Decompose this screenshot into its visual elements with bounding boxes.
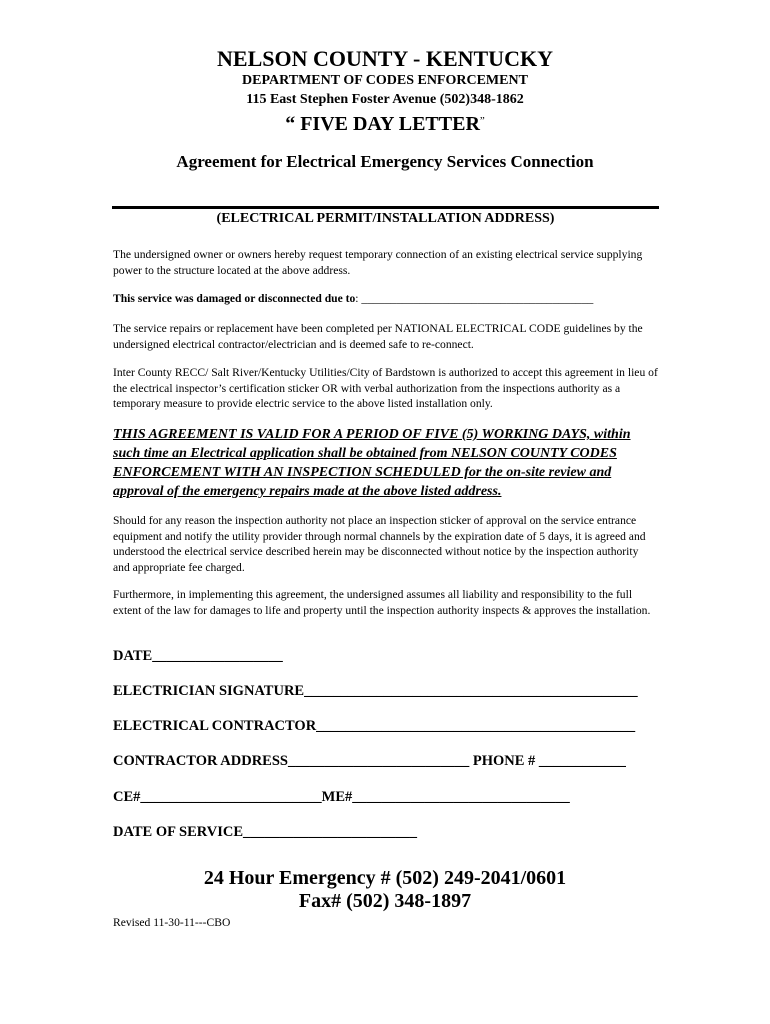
electrician-signature-field[interactable]: ELECTRICIAN SIGNATURE______________________________________________ bbox=[113, 683, 638, 699]
validity-notice: THIS AGREEMENT IS VALID FOR A PERIOD OF FIVE (5) WORKING DAYS, within such time an Electrical application shall be obtained from NELSON COUNTY CODES ENFORCEMENT WITH AN INSPECTION SCHEDULED for the on-site review and approval of the emergency repairs made at the above listed address. bbox=[113, 427, 631, 499]
fax-number: Fax# (502) 348-1897 bbox=[298, 890, 472, 912]
repairs-paragraph: The service repairs or replacement have been completed per NATIONAL ELECTRICAL CODE guidelines by the undersigned electrical contractor/electrician and is deemed safe to re-connect. bbox=[113, 322, 643, 351]
request-paragraph: The undersigned owner or owners hereby request temporary connection of an existing electrical service supplying power to the structure located at the above address. bbox=[113, 248, 643, 277]
close-quote: ” bbox=[479, 115, 485, 127]
department-name: DEPARTMENT OF CODES ENFORCEMENT bbox=[242, 73, 528, 88]
date-of-service-field[interactable]: DATE OF SERVICE________________________ bbox=[113, 824, 418, 840]
ce-me-number-field[interactable]: CE#_________________________ME#______________________________ bbox=[113, 789, 570, 805]
disconnection-paragraph: Should for any reason the inspection authority not place an inspection sticker of approval on the service entrance equipment and notify the utility provider through normal channels by the expiration date of 5 days, it is agreed and understood the electrical service described herein may be disconnected without notice by the inspection authority and appropriate fee charged. bbox=[113, 514, 646, 574]
damage-reason-line[interactable] bbox=[113, 291, 658, 307]
damage-reason-label: This service was damaged or disconnected due to bbox=[113, 292, 356, 305]
agreement-subtitle: Agreement for Electrical Emergency Services Connection bbox=[176, 152, 594, 171]
utility-authorization-paragraph: Inter County RECC/ Salt River/Kentucky Utilities/City of Bardstown is authorized to accept this agreement in lieu of the electrical inspector’s certification sticker OR with verbal authorization from the inspections authority as a temporary measure to provide electric service to the above listed installation only. bbox=[113, 366, 658, 410]
emergency-phone: 24 Hour Emergency # (502) 249-2041/0601 bbox=[203, 867, 567, 889]
county-title: NELSON COUNTY - KENTUCKY bbox=[217, 46, 553, 71]
five-day-letter-title bbox=[0, 108, 770, 137]
contractor-address-phone-field[interactable]: CONTRACTOR ADDRESS_________________________ PHONE # ____________ bbox=[113, 753, 626, 769]
revision-note: Revised 11-30-11---CBO bbox=[113, 916, 231, 929]
department-address: 115 East Stephen Foster Avenue (502)348-1862 bbox=[246, 92, 524, 107]
open-quote: “ bbox=[285, 113, 296, 135]
damage-reason-blank: : ________________________________________ bbox=[355, 292, 594, 305]
date-field[interactable]: DATE__________________ bbox=[113, 648, 283, 664]
permit-address-line[interactable] bbox=[112, 206, 659, 209]
letter-title-text: FIVE DAY LETTER bbox=[295, 113, 480, 135]
permit-address-label: (ELECTRICAL PERMIT/INSTALLATION ADDRESS) bbox=[216, 211, 555, 226]
electrical-contractor-field[interactable]: ELECTRICAL CONTRACTOR____________________________________________ bbox=[113, 718, 636, 734]
liability-paragraph: Furthermore, in implementing this agreement, the undersigned assumes all liability and responsibility to the full extent of the law for damages to life and property until the inspection authority inspects & approves the installation. bbox=[113, 588, 651, 617]
